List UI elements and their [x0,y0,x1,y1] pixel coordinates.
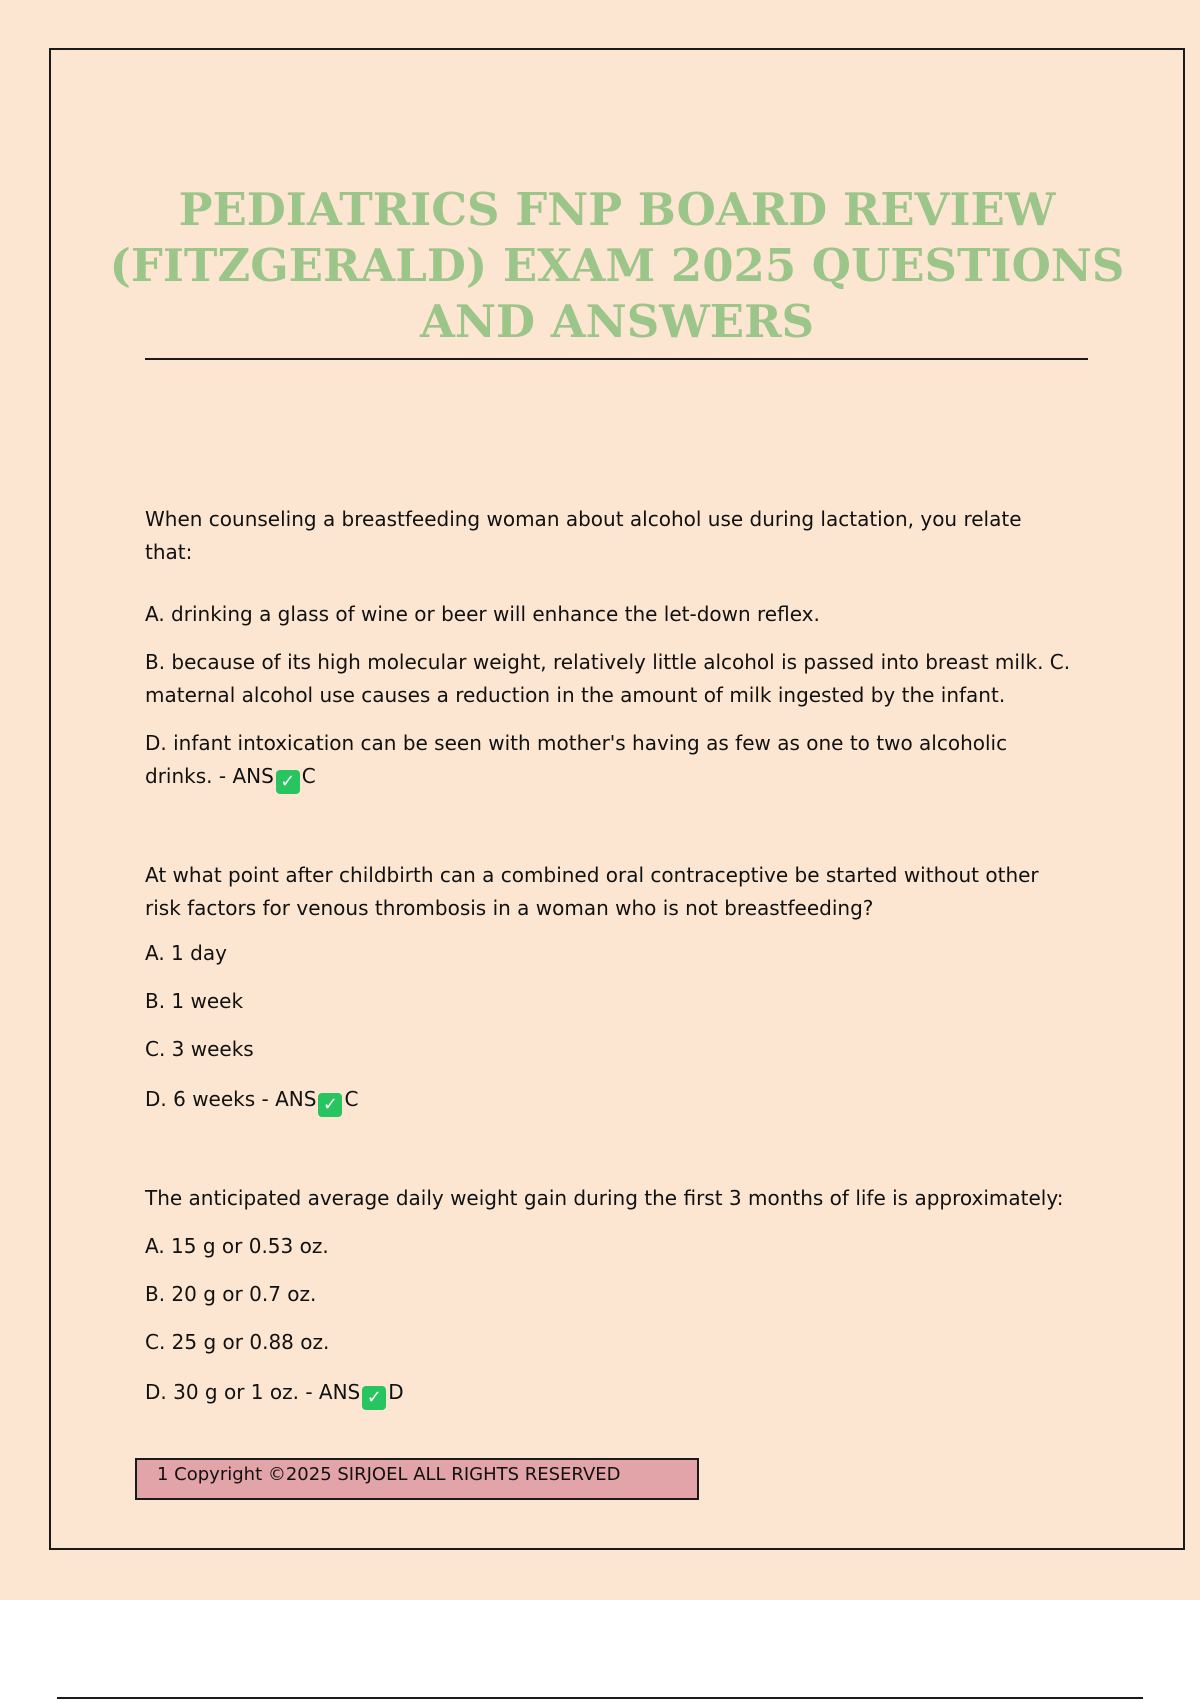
question-3-option-d-text: D. 30 g or 1 oz. - ANS [145,1380,361,1404]
question-3-option-b: B. 20 g or 0.7 oz. [145,1282,317,1306]
check-icon: ✓ [276,770,300,794]
question-2-option-d-text: D. 6 weeks - ANS [145,1087,317,1111]
document-title: PEDIATRICS FNP BOARD REVIEW (FITZGERALD) EXAM 2025 QUESTIONS AND ANSWERS [109,183,1125,348]
question-3-option-a: A. 15 g or 0.53 oz. [145,1234,329,1258]
question-2-option-c: C. 3 weeks [145,1037,254,1061]
question-2-answer: C [344,1087,359,1111]
question-3-prompt: The anticipated average daily weight gain during the first 3 months of life is approximately: [145,1186,1064,1210]
check-icon: ✓ [318,1093,342,1117]
question-2-option-b: B. 1 week [145,989,244,1013]
question-1-option-d [145,727,1075,794]
bottom-divider [57,1697,1143,1699]
question-1-prompt: When counseling a breastfeeding woman about alcohol use during lactation, you relate that: [145,507,1022,564]
question-3-answer: D [388,1380,404,1404]
question-2-option-a: A. 1 day [145,941,227,965]
question-1-option-bc: B. because of its high molecular weight, relatively little alcohol is passed into breast milk. C. maternal alcohol use causes a reduction in the amount of milk ingested by the infant. [145,650,1071,707]
question-1-option-a: A. drinking a glass of wine or beer will enhance the let-down reflex. [145,602,820,626]
question-1-option-d-text: D. infant intoxication can be seen with mother's having as few as one to two alcoholic drinks. - ANS [145,731,1008,788]
question-3-option-d [145,1376,1075,1410]
question-2-option-d [145,1083,1075,1117]
question-3-option-c: C. 25 g or 0.88 oz. [145,1330,330,1354]
question-2-prompt: At what point after childbirth can a combined oral contraceptive be started without other risk factors for venous thrombosis in a woman who is not breastfeeding? [145,863,1039,920]
question-1-answer: C [301,764,316,788]
title-divider [145,358,1088,360]
check-icon: ✓ [362,1386,386,1410]
copyright-notice: 1 Copyright ©2025 SIRJOEL ALL RIGHTS RESERVED [135,1458,699,1500]
